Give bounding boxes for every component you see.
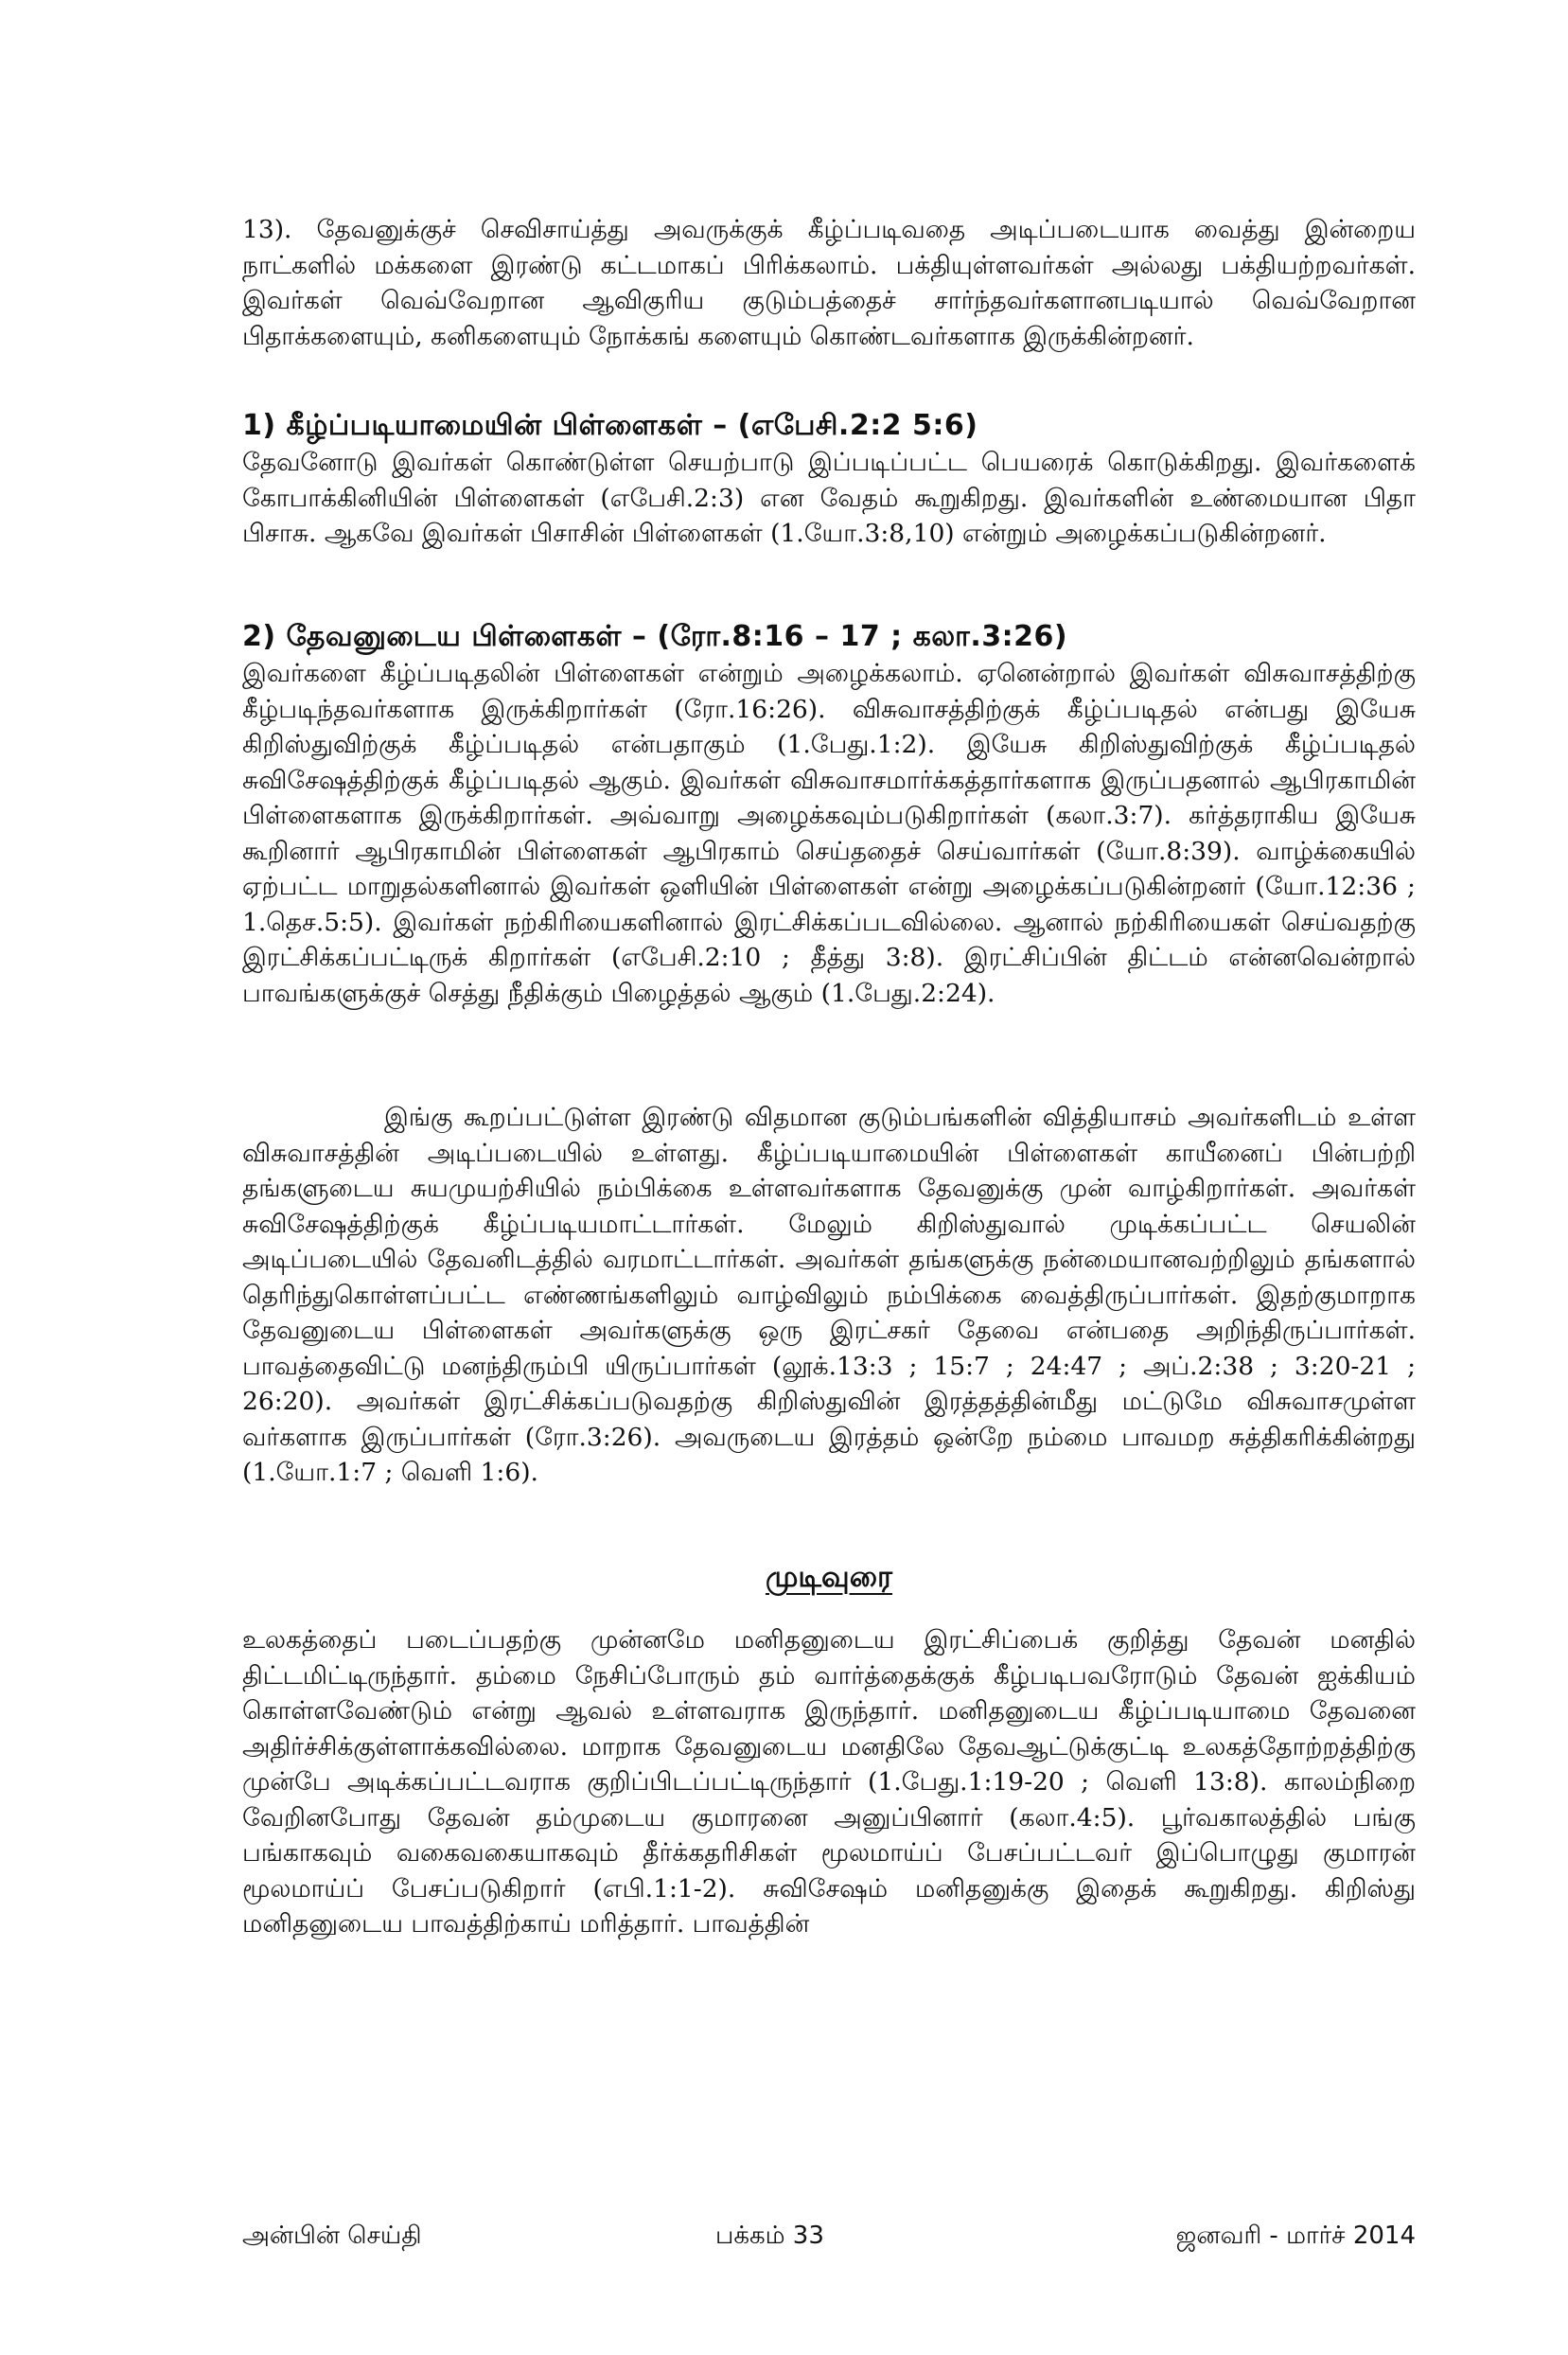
- footer-publication: அன்பின் செய்தி: [242, 2222, 422, 2250]
- section-2-paragraph: இவர்களை கீழ்ப்படிதலின் பிள்ளைகள் என்றும் அழைக்கலாம். ஏனென்றால் இவர்கள் விசுவாசத்திற்கு கீழ்படிந்தவர்களாக இருக்கிறார்கள் (ரோ.16:26). விசுவாசத்திற்குக் கீழ்ப்படிதல் என்பது இயேசு கிறிஸ்துவிற்குக் கீழ்ப்படிதல் என்பதாகும் (1.பேது.1:2). இயேசு கிறிஸ்துவிற்குக் கீழ்ப்படிதல் சுவிசேஷத்திற்குக் கீழ்ப்படிதல் ஆகும். இவர்கள் விசுவாசமார்க்கத்தார்களாக இருப்பதனால் ஆபிரகாமின் பிள்ளைகளாக இருக்கிறார்கள். அவ்வாறு அழைக்கவும்படுகிறார்கள் (கலா.3:7). கர்த்தராகிய இயேசு கூறினார் ஆபிரகாமின் பிள்ளைகள் ஆபிரகாம் செய்ததைச் செய்வார்கள் (யோ.8:39). வாழ்க்கையில் ஏற்பட்ட மாறுதல்களினால் இவர்கள் ஒளியின் பிள்ளைகள் என்று அழைக்கப்படுகின்றனர் (யோ.12:36 ; 1.தெச.5:5). இவர்கள் நற்கிரியைகளினால் இரட்சிக்கப்படவில்லை. ஆனால் நற்கிரியைகள் செய்வதற்கு இரட்சிக்கப்பட்டிருக் கிறார்கள் (எபேசி.2:10 ; தீத்து 3:8). இரட்சிப்பின் திட்டம் என்னவென்றால் பாவங்களுக்குச் செத்து நீதிக்கும் பிழைத்தல் ஆகும் (1.பேது.2:24).: [242, 659, 1416, 1008]
- conclusion-paragraph: உலகத்தைப் படைப்பதற்கு முன்னமே மனிதனுடைய இரட்சிப்பைக் குறித்து தேவன் மனதில் திட்டமிட்டிருந்தார். தம்மை நேசிப்போரும் தம் வார்த்தைக்குக் கீழ்படிபவரோடும் தேவன் ஐக்கியம் கொள்ளவேண்டும் என்று ஆவல் உள்ளவராக இருந்தார். மனிதனுடைய கீழ்ப்படியாமை தேவனை அதிர்ச்சிக்குள்ளாக்கவில்லை. மாறாக தேவனுடைய மனதிலே தேவஆட்டுக்குட்டி உலகத்தோற்றத்திற்கு முன்பே அடிக்கப்பட்டவராக குறிப்பிடப்பட்டிருந்தார் (1.பேது.1:19-20 ; வெளி 13:8). காலம்நிறை வேறினபோது தேவன் தம்முடைய குமாரனை அனுப்பினார் (கலா.4:5). பூர்வகாலத்தில் பங்கு பங்காகவும் வகைவகையாகவும் தீர்க்கதரிசிகள் மூலமாய்ப் பேசப்பட்டவர் இப்பொழுது குமாரன் மூலமாய்ப் பேசப்படுகிறார் (எபி.1:1-2). சுவிசேஷம் மனிதனுக்கு இதைக் கூறுகிறது. கிறிஸ்து மனிதனுடைய பாவத்திற்காய் மரித்தார். பாவத்தின்: [242, 1625, 1416, 1939]
- conclusion-block: [242, 1622, 1416, 1942]
- footer-issue-date: ஜனவரி - மார்ச் 2014: [1175, 2222, 1416, 2250]
- intro-block: [242, 212, 1416, 354]
- comparison-block: [242, 1100, 1416, 1491]
- section-1-heading: 1) கீழ்ப்படியாமையின் பிள்ளைகள் – (எபேசி.2:2 5:6): [242, 409, 978, 442]
- conclusion-title: [242, 1558, 1416, 1596]
- section-2-heading: 2) தேவனுடைய பிள்ளைகள் – (ரோ.8:16 – 17 ; கலா.3:26): [242, 620, 1068, 653]
- intro-paragraph: 13). தேவனுக்குச் செவிசாய்த்து அவருக்குக் கீழ்ப்படிவதை அடிப்படையாக வைத்து இன்றைய நாட்களில் மக்களை இரண்டு கட்டமாகப் பிரிக்கலாம். பக்தியுள்ளவர்கள் அல்லது பக்தியற்றவர்கள். இவர்கள் வெவ்வேறான ஆவிகுரிய குடும்பத்தைச் சார்ந்தவர்களானபடியால் வெவ்வேறான பிதாக்களையும், கனிகளையும் நோக்கங் களையும் கொண்டவர்களாக இருக்கின்றனர்.: [242, 215, 1416, 351]
- section-1-paragraph: தேவனோடு இவர்கள் கொண்டுள்ள செயற்பாடு இப்படிப்பட்ட பெயரைக் கொடுக்கிறது. இவர்களைக் கோபாக்கினியின் பிள்ளைகள் (எபேசி.2:3) என வேதம் கூறுகிறது. இவர்களின் உண்மையான பிதா பிசாசு. ஆகவே இவர்கள் பிசாசின் பிள்ளைகள் (1.யோ.3:8,10) என்றும் அழைக்கப்படுகின்றனர்.: [242, 448, 1416, 548]
- footer-page-number: பக்கம் 33: [715, 2222, 824, 2250]
- conclusion-title-text: முடிவுரை: [765, 1560, 893, 1594]
- comparison-paragraph: இங்கு கூறப்பட்டுள்ள இரண்டு விதமான குடும்பங்களின் வித்தியாசம் அவர்களிடம் உள்ள விசுவாசத்தின் அடிப்படையில் உள்ளது. கீழ்ப்படியாமையின் பிள்ளைகள் காயீனைப் பின்பற்றி தங்களுடைய சுயமுயற்சியில் நம்பிக்கை உள்ளவர்களாக தேவனுக்கு முன் வாழ்கிறார்கள். அவர்கள் சுவிசேஷத்திற்குக் கீழ்ப்படியமாட்டார்கள். மேலும் கிறிஸ்துவால் முடிக்கப்பட்ட செயலின் அடிப்படையில் தேவனிடத்தில் வரமாட்டார்கள். அவர்கள் தங்களுக்கு நன்மையானவற்றிலும் தங்களால் தெரிந்துகொள்ளப்பட்ட எண்ணங்களிலும் வாழ்விலும் நம்பிக்கை வைத்திருப்பார்கள். இதற்குமாறாக தேவனுடைய பிள்ளைகள் அவர்களுக்கு ஒரு இரட்சகர் தேவை என்பதை அறிந்திருப்பார்கள். பாவத்தைவிட்டு மனந்திரும்பி யிருப்பார்கள் (லூக்.13:3 ; 15:7 ; 24:47 ; அப்.2:38 ; 3:20-21 ; 26:20). அவர்கள் இரட்சிக்கப்படுவதற்கு கிறிஸ்துவின் இரத்தத்தின்மீது மட்டுமே விசுவாசமுள்ள வர்களாக இருப்பார்கள் (ரோ.3:26). அவருடைய இரத்தம் ஒன்றே நம்மை பாவமற சுத்திகரிக்கின்றது (1.யோ.1:7 ; வெளி 1:6).: [242, 1103, 1416, 1487]
- section-1: [242, 407, 1416, 552]
- section-2: [242, 618, 1416, 1011]
